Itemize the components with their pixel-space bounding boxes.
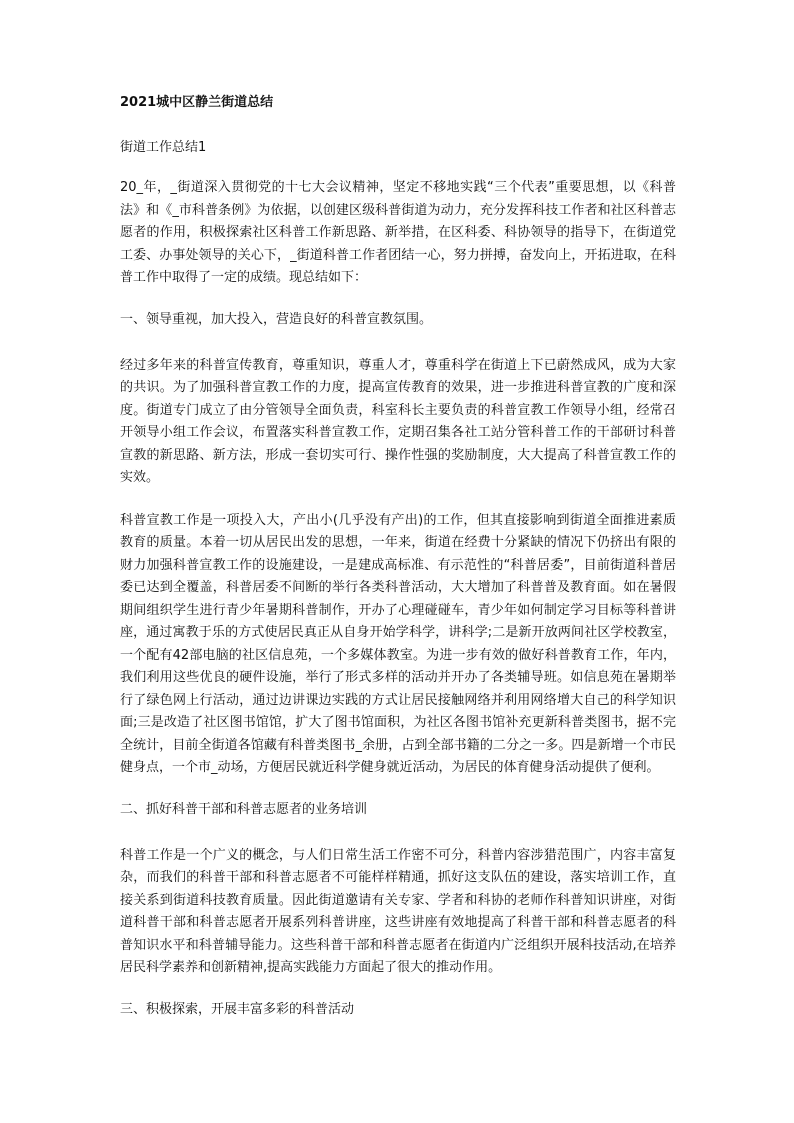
section-1-paragraph-2: 科普宣教工作是一项投入大，产出小(几乎没有产出)的工作，但其直接影响到街道全面推进素质教育的质量。本着一切从居民出发的思想，一年来，街道在经费十分紧缺的情况下仍挤出有限的财力加强科普宣教工作的设施建设，一是建成高标准、有示范性的“科普居委”，目前街道科普居委已达到全覆盖，科普居委不间断的举行各类科普活动，大大增加了科普普及教育面。如在暑假期间组织学生进行青少年暑期科普制作，开办了心理碰碰车，青少年如何制定学习目标等科普讲座，通过寓教于乐的方式使居民真正从自身开始学科学，讲科学;二是新开放两间社区学校教室，一个配有42部电脑的社区信息苑，一个多媒体教室。为进一步有效的做好科普教育工作，年内，我们利用这些优良的硬件设施，举行了形式多样的活动并开办了各类辅导班。如信息苑在暑期举行了绿色网上行活动，通过边讲课边实践的方式让居民接触网络并利用网络增大自己的科学知识面;三是改造了社区图书馆馆，扩大了图书馆面积，为社区各图书馆补充更新科普类图书，据不完全统计，目前全街道各馆藏有科普类图书_余册，占到全部书籍的二分之一多。四是新增一个市民健身点，一个市_动场，方便居民就近科学健身就近活动，为居民的体育健身活动提供了便利。 bbox=[120, 512, 676, 775]
intro-paragraph: 20_年，_街道深入贯彻党的十七大会议精神，坚定不移地实践“三个代表”重要思想，以《科普法》和《_市科普条例》为依据，以创建区级科普街道为动力，充分发挥科技工作者和社区科普志愿者的作用，积极探索社区科普工作新思路、新举措，在区科委、科协领导的指导下，在街道党工委、办事处领导的关心下，_街道科普工作者团结一心，努力拼搏，奋发向上，开拓进取，在科普工作中取得了一定的成绩。现总结如下： bbox=[120, 180, 676, 285]
section-1-paragraph-1: 经过多年来的科普宣传教育，尊重知识，尊重人才，尊重科学在街道上下已蔚然成风，成为大家的共识。为了加强科普宣教工作的力度，提高宣传教育的效果，进一步推进科普宣教的广度和深度。街道专门成立了由分管领导全面负责，科室科长主要负责的科普宣教工作领导小组，经常召开领导小组工作会议，布置落实科普宣教工作，定期召集各社工站分管科普工作的干部研讨科普宣教的新思路、新方法，形成一套切实可行、操作性强的奖励制度，大大提高了科普宣教工作的实效。 bbox=[120, 357, 676, 485]
document-title: 2021城中区静兰街道总结 bbox=[120, 95, 274, 110]
section-3-heading: 三、积极探索，开展丰富多彩的科普活动 bbox=[120, 1001, 355, 1017]
section-1-heading: 一、领导重视，加大投入，营造良好的科普宣教氛围。 bbox=[120, 311, 433, 327]
document-page bbox=[120, 94, 676, 1045]
section-2-paragraph-1: 科普工作是一个广义的概念，与人们日常生活工作密不可分，科普内容涉猎范围广，内容丰富复杂，而我们的科普干部和科普志愿者不可能样样精通，抓好这支队伍的建设，落实培训工作，直接关系到街道科技教育质量。因此街道邀请有关专家、学者和科协的老师作科普知识讲座，对街道科普干部和科普志愿者开展系列科普讲座，这些讲座有效地提高了科普干部和科普志愿者的科普知识水平和科普辅导能力。这些科普干部和科普志愿者在街道内广泛组织开展科技活动,在培养居民科学素养和创新精神,提高实践能力方面起了很大的推动作用。 bbox=[120, 847, 676, 975]
document-subtitle: 街道工作总结1 bbox=[120, 140, 207, 155]
section-2-heading: 二、抓好科普干部和科普志愿者的业务培训 bbox=[120, 801, 368, 817]
